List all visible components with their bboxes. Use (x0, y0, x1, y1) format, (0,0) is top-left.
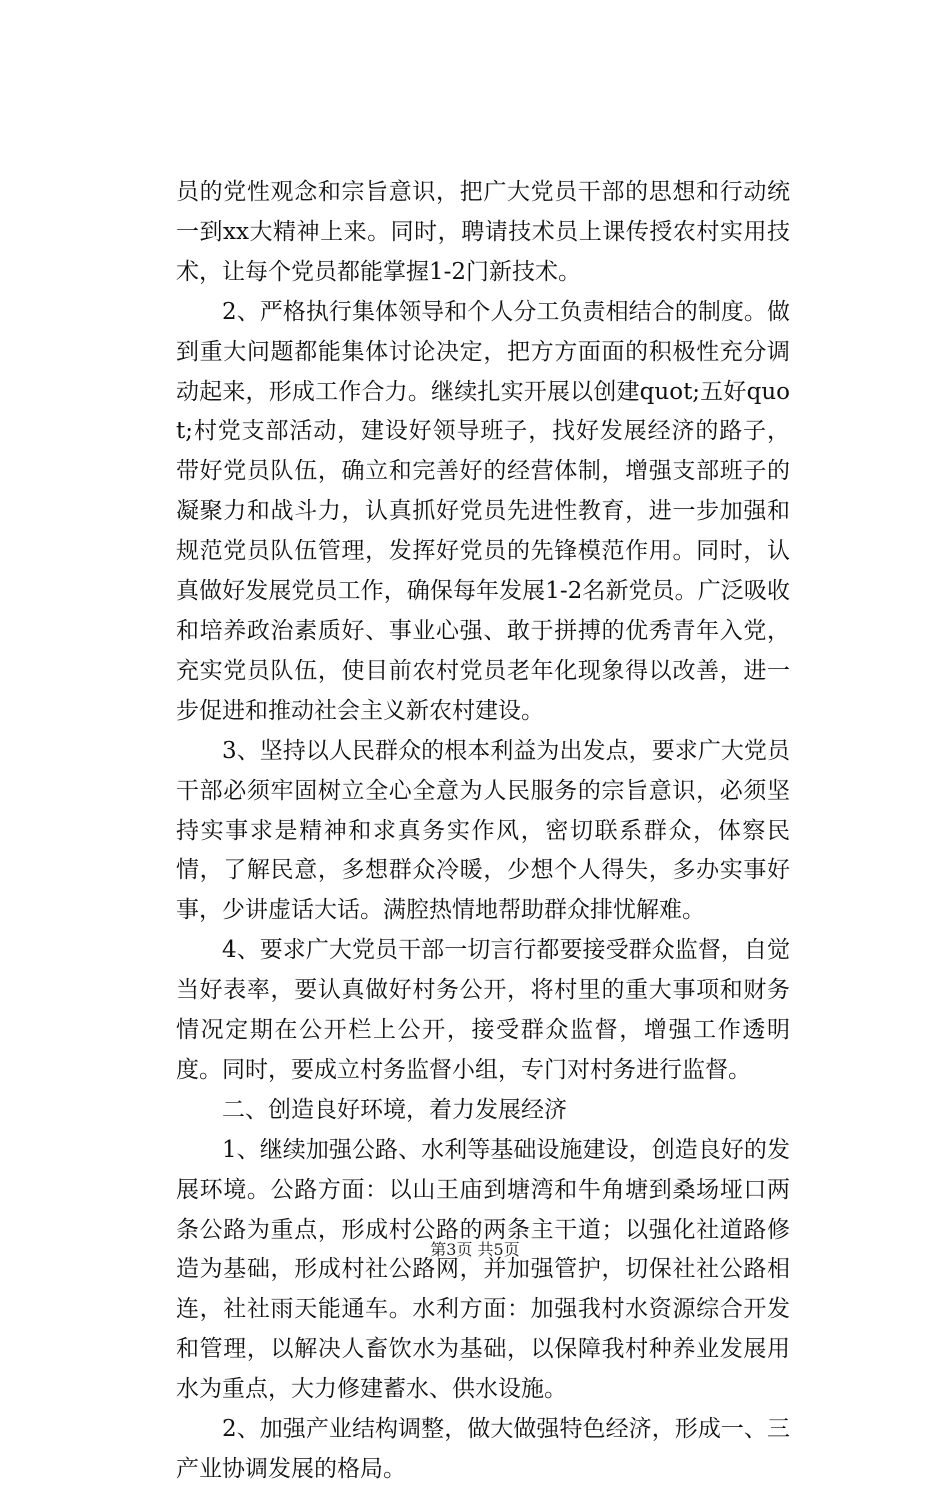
paragraph-section-item-1: 1、继续加强公路、水利等基础设施建设，创造良好的发展环境。公路方面：以山王庙到塘湾和牛角塘到桑场垭口两条公路为重点，形成村公路的两条主干道；以强化社道路修造为基础，形成村社公路网，并加强管护，切保社社公路相连，社社雨天能通车。水利方面：加强我村水资源综合开发和管理，以解决人畜饮水为基础，以保障我村种养业发展用水为重点，大力修建蓄水、供水设施。 (176, 1136, 790, 1403)
paragraph-item-4: 4、要求广大党员干部一切言行都要接受群众监督，自觉当好表率，要认真做好村务公开，将村里的重大事项和财务情况定期在公开栏上公开，接受群众监督，增强工作透明度。同时，要成立村务监督小组，专门对村务进行监督。 (176, 937, 790, 1083)
paragraph-section-item-2: 2、加强产业结构调整，做大做强特色经济，形成一、三产业协调发展的格局。 (176, 1416, 790, 1482)
paragraph-item-3: 3、坚持以人民群众的根本利益为出发点，要求广大党员干部必须牢固树立全心全意为人民服务的宗旨意识，必须坚持实事求是精神和求真务实作风，密切联系群众，体察民情，了解民意，多想群众冷暖，少想个人得失，多办实事好事，少讲虚话大话。满腔热情地帮助群众排忧解难。 (176, 737, 790, 924)
paragraph-item-2: 2、严格执行集体领导和个人分工负责相结合的制度。做到重大问题都能集体讨论决定，把方方面面的积极性充分调动起来，形成工作合力。继续扎实开展以创建quot;五好quot;村党支部活动，建设好领导班子，找好发展经济的路子，带好党员队伍，确立和完善好的经营体制，增强支部班子的凝聚力和战斗力，认真抓好党员先进性教育，进一步加强和规范党员队伍管理，发挥好党员的先锋模范作用。同时，认真做好发展党员工作，确保每年发展1-2名新党员。广泛吸收和培养政治素质好、事业心强、敢于拼搏的优秀青年入党，充实党员队伍，使目前农村党员老年化现象得以改善，进一步促进和推动社会主义新农村建设。 (176, 298, 790, 724)
page-footer: 第3页 共5页 (430, 1240, 520, 1259)
section-heading: 二、创造良好环境，着力发展经济 (222, 1096, 567, 1123)
document-body (176, 173, 790, 1490)
paragraph-continuation: 员的党性观念和宗旨意识，把广大党员干部的思想和行动统一到xx大精神上来。同时，聘请技术员上课传授农村实用技术，让每个党员都能掌握1-2门新技术。 (176, 179, 790, 285)
